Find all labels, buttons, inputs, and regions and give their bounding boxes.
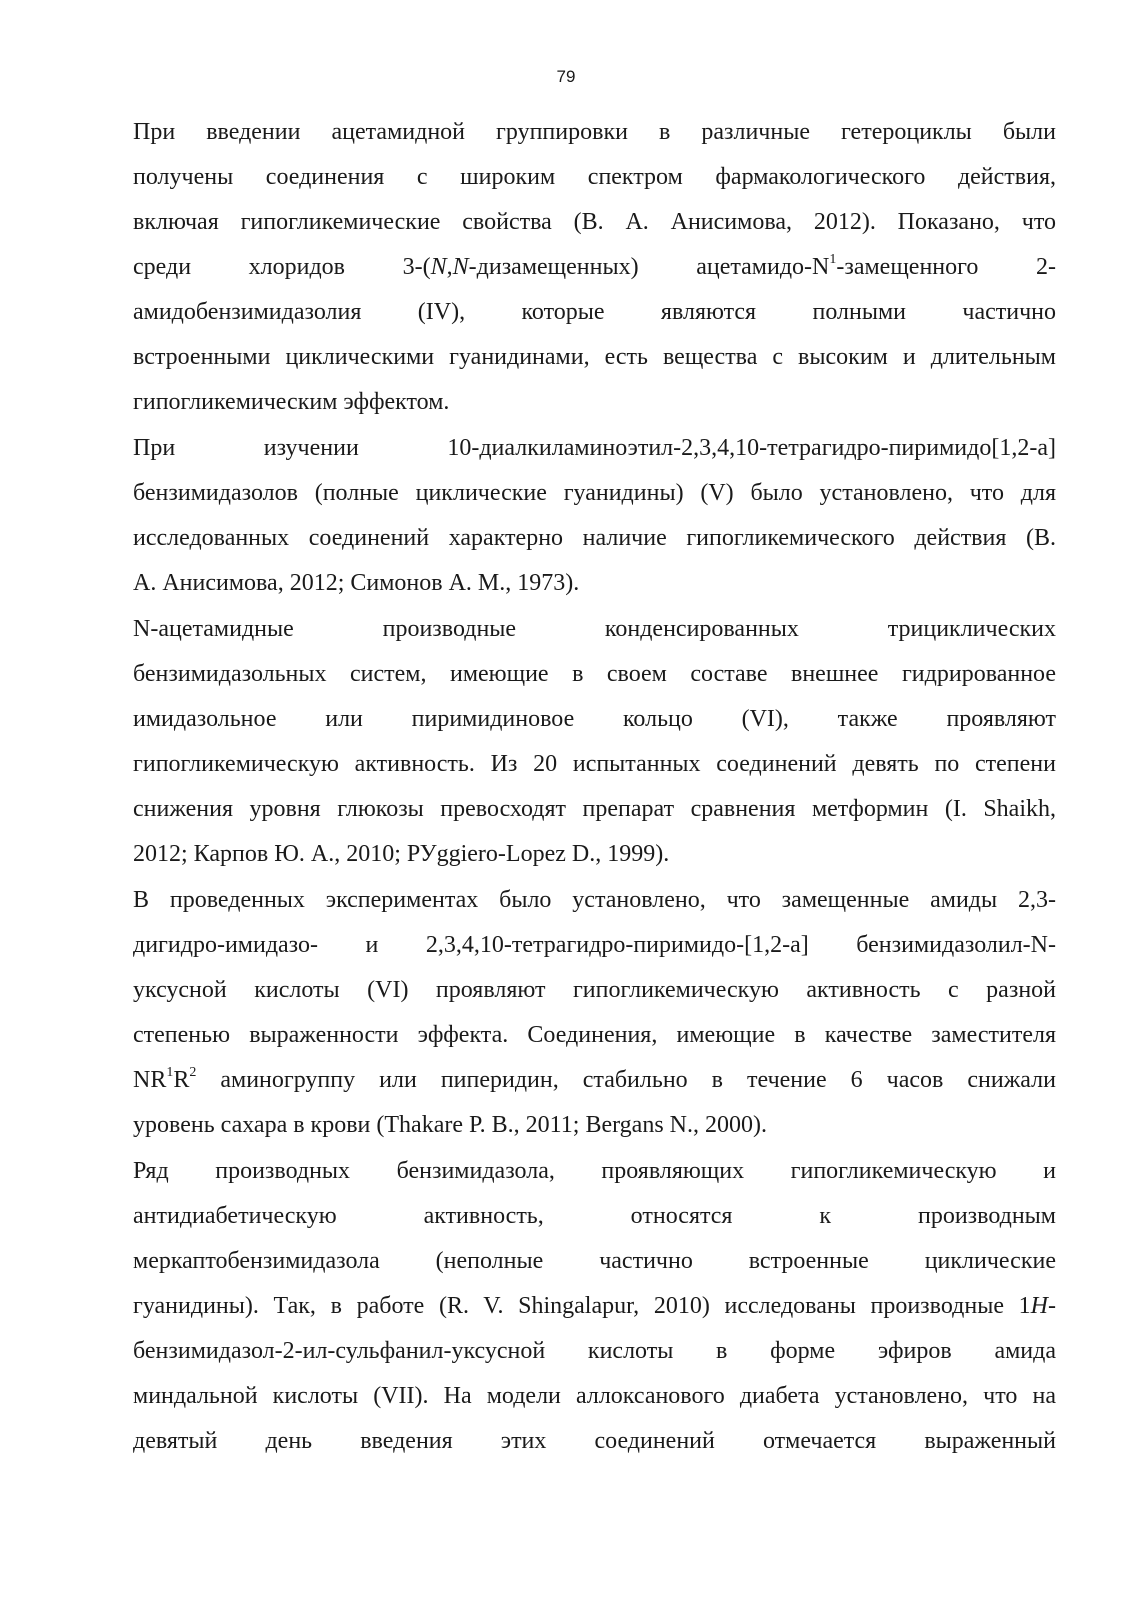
text-line: исследованных соединений характерно наличие гипогликемического действия (В.	[133, 525, 1056, 551]
text-line: миндальной кислоты (VII). На модели аллоксанового диабета установлено, что на	[133, 1383, 1056, 1409]
text-line: меркаптобензимидазола (неполные частично встроенные циклические	[133, 1248, 1056, 1274]
text-line	[133, 1061, 1056, 1106]
text-run: аминогруппу или пиперидин, стабильно в течение 6 часов снижали	[196, 1067, 1056, 1093]
text-line: А. Анисимова, 2012; Симонов А. М., 1973).	[133, 570, 580, 596]
text-run: R	[173, 1067, 190, 1093]
text-line: N-ацетамидные производные конденсированных трициклических	[133, 616, 1056, 642]
text-line: снижения уровня глюкозы превосходят препарат сравнения метформин (I. Shaikh,	[133, 796, 1056, 822]
text-line: включая гипогликемические свойства (В. А. Анисимова, 2012). Показано, что	[133, 209, 1056, 235]
text-line: бензимидазолов (полные циклические гуанидины) (V) было установлено, что для	[133, 480, 1056, 506]
text-line: Ряд производных бензимидазола, проявляющих гипогликемическую и	[133, 1158, 1056, 1184]
text-run: -дизамещенных) ацетамидо-N	[468, 254, 830, 280]
italic-text: N	[452, 254, 469, 280]
text-line: имидазольное или пиримидиновое кольцо (VI), также проявляют	[133, 706, 1056, 732]
text-line: бензимидазольных систем, имеющие в своем составе внешнее гидрированное	[133, 661, 1056, 687]
text-line: встроенными циклическими гуанидинами, есть вещества с высоким и длительным	[133, 344, 1056, 370]
text-line: степенью выраженности эффекта. Соединения, имеющие в качестве заместителя	[133, 1022, 1056, 1048]
text-line	[133, 1287, 1056, 1332]
page-number: 79	[556, 67, 576, 86]
text-run: -замещенного 2-	[836, 254, 1056, 280]
paragraph	[133, 610, 1056, 881]
text-line: гипогликемическую активность. Из 20 испытанных соединений девять по степени	[133, 751, 1056, 777]
paragraph	[133, 429, 1056, 610]
paragraph	[133, 113, 1056, 429]
text-line: уровень сахара в крови (Thakare P. B., 2011; Bergans N., 2000).	[133, 1112, 767, 1138]
text-run: среди хлоридов 3-(	[133, 254, 431, 280]
text-line: девятый день введения этих соединений отмечается выраженный	[133, 1428, 1056, 1454]
text-line: бензимидазол-2-ил-сульфанил-уксусной кислоты в форме эфиров амида	[133, 1338, 1056, 1364]
italic-text: H	[1030, 1293, 1048, 1319]
text-line: амидобензимидазолия (IV), которые являются полными частично	[133, 299, 1056, 325]
superscript: 2	[189, 1065, 197, 1080]
text-line: уксусной кислоты (VI) проявляют гипогликемическую активность с разной	[133, 977, 1056, 1003]
text-run: NR	[133, 1067, 167, 1093]
text-run: -	[1048, 1293, 1056, 1319]
paragraph	[133, 1152, 1056, 1467]
text-line: дигидро-имидазо- и 2,3,4,10-тетрагидро-пиримидо-[1,2-a] бензимидазолил-N-	[133, 932, 1056, 958]
text-line: 2012; Карпов Ю. А., 2010; РУggiero-Lopez D., 1999).	[133, 841, 670, 867]
text-line: При изучении 10-диалкиламиноэтил-2,3,4,10-тетрагидро-пиримидо[1,2-a]	[133, 435, 1056, 461]
text-run: гуанидины). Так, в работе (R. V. Shingalapur, 2010) исследованы производные 1	[133, 1293, 1031, 1319]
italic-text: N	[430, 254, 447, 280]
paragraph	[133, 881, 1056, 1152]
text-line	[133, 248, 1056, 293]
text-line: получены соединения с широким спектром фармакологического действия,	[133, 164, 1056, 190]
superscript: 1	[166, 1065, 174, 1080]
text-line: гипогликемическим эффектом.	[133, 389, 450, 415]
body-text	[133, 113, 1056, 1467]
text-line: антидиабетическую активность, относятся к производным	[133, 1203, 1056, 1229]
text-line: В проведенных экспериментах было установлено, что замещенные амиды 2,3-	[133, 887, 1056, 913]
text-run: ,	[446, 254, 453, 280]
text-line: При введении ацетамидной группировки в различные гетероциклы были	[133, 119, 1056, 145]
superscript: 1	[829, 252, 837, 267]
